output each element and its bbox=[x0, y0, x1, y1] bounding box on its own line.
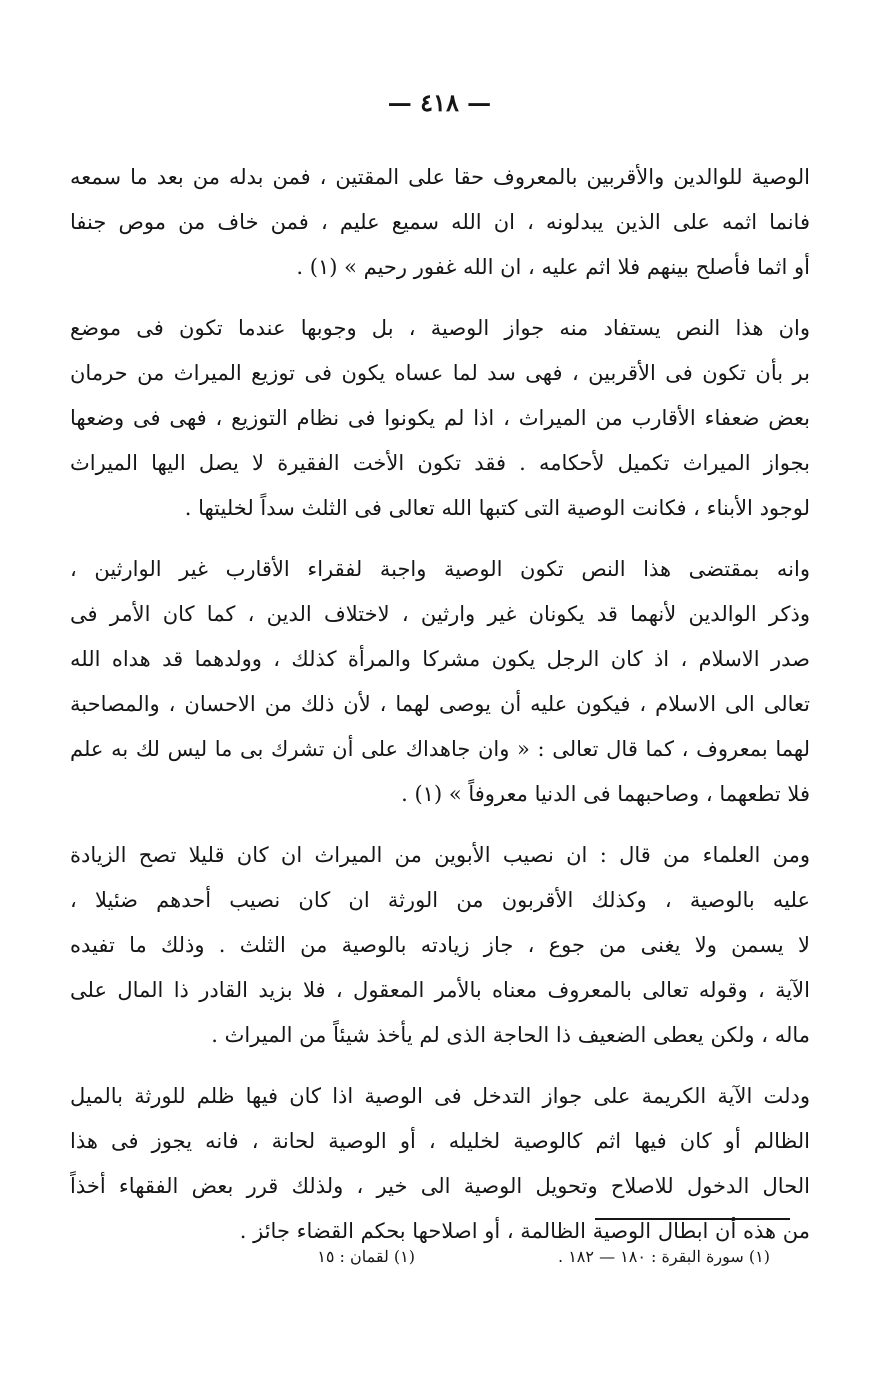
text-line: ودلت الآية الكريمة على جواز التدخل فى الوصية اذا كان فيها ظلم للورثة بالميل bbox=[70, 1084, 810, 1108]
footnotes bbox=[100, 1242, 770, 1272]
footnote-divider bbox=[595, 1218, 790, 1220]
text-line: الآية ، وقوله تعالى بالمعروف معناه بالأمر المعقول ، فلا بزيد القادر ذا المال على bbox=[70, 978, 810, 1002]
paragraph-4 bbox=[70, 833, 810, 1058]
text-line: لا يسمن ولا يغنى من جوع ، جاز زيادته بالوصية من الثلث . وذلك ما تفيده bbox=[70, 933, 810, 957]
text-line: من هذه أن ابطال الوصية الظالمة ، أو اصلاحها بحكم القضاء جائز . bbox=[239, 1219, 810, 1243]
text-line: الظالم أو كان فيها اثم كالوصية لخليله ، أو الوصية لحانة ، فانه يجوز فى هذا bbox=[70, 1129, 810, 1153]
text-line: عليه بالوصية ، وكذلك الأقربون من الورثة ان كان نصيب أحدهم ضئيلا ، bbox=[70, 888, 810, 912]
text-line: وان هذا النص يستفاد منه جواز الوصية ، بل وجوبها عندما تكون فى موضع bbox=[70, 316, 810, 340]
footnote-luqman: (١) لقمان : ١٥ bbox=[317, 1247, 415, 1266]
paragraph-3 bbox=[70, 547, 810, 817]
text-line: الحال الدخول للاصلاح وتحويل الوصية الى خير ، ولذلك قرر بعض الفقهاء أخذاً bbox=[70, 1174, 810, 1198]
text-line: لوجود الأبناء ، فكانت الوصية التى كتبها الله تعالى فى الثلث سداً لخليتها . bbox=[184, 496, 810, 520]
page-number: — ٤١٨ — bbox=[387, 88, 492, 117]
text-line: فانما اثمه على الذين يبدلونه ، ان الله سميع عليم ، فمن خاف من موص جنفا bbox=[70, 210, 810, 234]
paragraph-5 bbox=[70, 1074, 810, 1254]
text-line: بعض ضعفاء الأقارب من الميراث ، اذا لم يكونوا فى نظام التوزيع ، فهى فى وضعها bbox=[70, 406, 810, 430]
text-line: وذكر الوالدين لأنهما قد يكونان غير وارثين ، لاختلاف الدين ، كما كان الأمر فى bbox=[70, 602, 810, 626]
paragraph-1 bbox=[70, 155, 810, 290]
text-line: ومن العلماء من قال : ان نصيب الأبوين من الميراث ان كان قليلا تصح الزيادة bbox=[70, 843, 810, 867]
body-text bbox=[70, 155, 810, 1270]
text-line: بجواز الميراث تكميل لأحكامه . فقد تكون الأخت الفقيرة لا يصل اليها الميراث bbox=[70, 451, 810, 475]
footnote-baqarah: (١) سورة البقرة : ١٨٠ — ١٨٢ . bbox=[558, 1247, 770, 1266]
text-line: صدر الاسلام ، اذ كان الرجل يكون مشركا والمرأة كذلك ، وولدهما قد هداه الله bbox=[70, 647, 810, 671]
text-line: ماله ، ولكن يعطى الضعيف ذا الحاجة الذى لم يأخذ شيئاً من الميراث . bbox=[211, 1023, 810, 1047]
text-line: فلا تطعهما ، وصاحبهما فى الدنيا معروفاً » (١) . bbox=[401, 782, 810, 806]
text-line: لهما بمعروف ، كما قال تعالى : « وان جاهداك على أن تشرك بى ما ليس لك به علم bbox=[70, 737, 810, 761]
text-line: الوصية للوالدين والأقربين بالمعروف حقا على المقتين ، فمن بدله من بعد ما سمعه bbox=[70, 165, 810, 189]
text-line: تعالى الى الاسلام ، فيكون عليه أن يوصى لهما ، لأن ذلك من الاحسان ، والمصاحبة bbox=[70, 692, 810, 716]
paragraph-2 bbox=[70, 306, 810, 531]
text-line: أو اثما فأصلح بينهم فلا اثم عليه ، ان الله غفور رحيم » (١) . bbox=[296, 255, 810, 279]
text-line: وانه بمقتضى هذا النص تكون الوصية واجبة لفقراء الأقارب غير الوارثين ، bbox=[70, 557, 810, 581]
text-line: بر بأن تكون فى الأقربين ، فهى سد لما عساه يكون فى توزيع الميراث من حرمان bbox=[70, 361, 810, 385]
